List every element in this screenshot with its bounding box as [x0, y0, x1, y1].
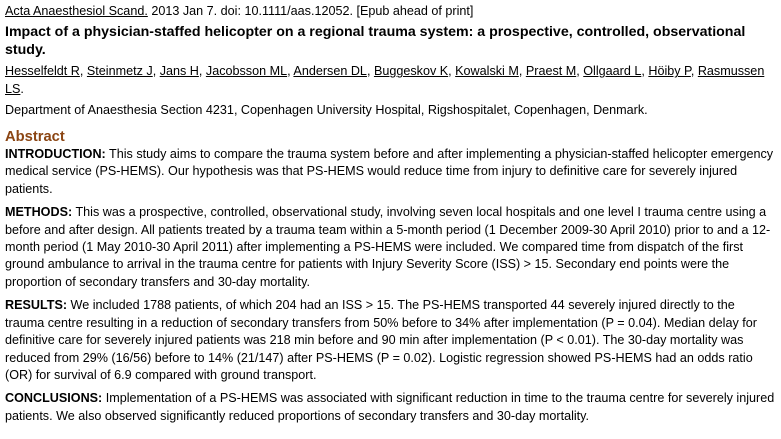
section-label: RESULTS:: [5, 298, 68, 313]
author-link[interactable]: Andersen DL: [293, 64, 367, 79]
author-link[interactable]: Rasmussen LS: [5, 64, 765, 96]
author-link[interactable]: Höiby P: [648, 64, 691, 79]
author-link[interactable]: Jacobsson ML: [205, 64, 288, 79]
section-text: This was a prospective, controlled, observational study, involving seven local hospitals and one level I trauma centre using a before and after design. All patients treated by a trauma team within a 5-month period (1 December 2009-30 April 2010) prior to and a 12-month period (1 May 2010-30 April 2011) after implementing a PS-HEMS were included. We compared time from dispatch of the first ground ambulance to arrival in the trauma centre for patients with Injury Severity Score (ISS) > 15. Secondary end points were the proportion of secondary transfers and 30-day mortality.: [5, 205, 771, 289]
author-link[interactable]: Buggeskov K: [373, 64, 449, 79]
section-label: CONCLUSIONS:: [5, 391, 103, 406]
abstract-conclusions: [5, 390, 776, 425]
affiliation: Department of Anaesthesia Section 4231, Copenhagen University Hospital, Rigshospitalet, Copenhagen, Denmark.: [5, 103, 648, 118]
author-link[interactable]: Ollgaard L: [583, 64, 642, 79]
section-label: METHODS:: [5, 205, 73, 220]
author-list: Hesselfeldt R, Steinmetz J, Jans H, Jacobsson ML, Andersen DL, Buggeskov K, Kowalski M, Praest M, Ollgaard L, Höiby P, Rasmussen LS.: [5, 64, 765, 96]
abstract-introduction: [5, 146, 776, 198]
section-text: We included 1788 patients, of which 204 had an ISS > 15. The PS-HEMS transported 44 severely injured directly to the trauma centre resulting in a reduction of secondary transfers from 50% before to 34% after implementation (P = 0.04). Median delay for definitive care for severely injured patients was 218 min before and 90 min after implementation (P < 0.01). The 30-day mortality was reduced from 29% (16/56) before to 14% (21/147) after PS-HEMS (P = 0.02). Logistic regression showed PS-HEMS had an odds ratio (OR) for survival of 6.9 compared with ground transport.: [5, 298, 757, 382]
author-link[interactable]: Steinmetz J: [86, 64, 153, 79]
journal-link[interactable]: Acta Anaesthesiol Scand.: [5, 4, 148, 18]
author-link[interactable]: Hesselfeldt R: [5, 64, 80, 79]
citation-line: [5, 3, 776, 20]
citation-details: 2013 Jan 7. doi: 10.1111/aas.12052. [Epub ahead of print]: [151, 4, 474, 18]
abstract-methods: [5, 204, 776, 291]
section-label: INTRODUCTION:: [5, 147, 106, 162]
abstract-results: [5, 297, 776, 384]
author-link[interactable]: Praest M: [525, 64, 577, 79]
abstract-heading: Abstract: [5, 128, 65, 145]
section-text: This study aims to compare the trauma system before and after implementing a physician-staffed helicopter emergency medical service (PS-HEMS). Our hypothesis was that PS-HEMS would reduce time from injury to definitive care for severely injured patients.: [5, 147, 774, 196]
article-title: Impact of a physician-staffed helicopter on a regional trauma system: a prospective, controlled, observational study.: [5, 24, 746, 59]
section-text: Implementation of a PS-HEMS was associated with significant reduction in time to the trauma centre for severely injured patients. We also observed significantly reduced proportions of secondary transfers and 30-day mortality.: [5, 391, 775, 423]
author-link[interactable]: Jans H: [159, 64, 199, 79]
author-link[interactable]: Kowalski M: [455, 64, 519, 79]
